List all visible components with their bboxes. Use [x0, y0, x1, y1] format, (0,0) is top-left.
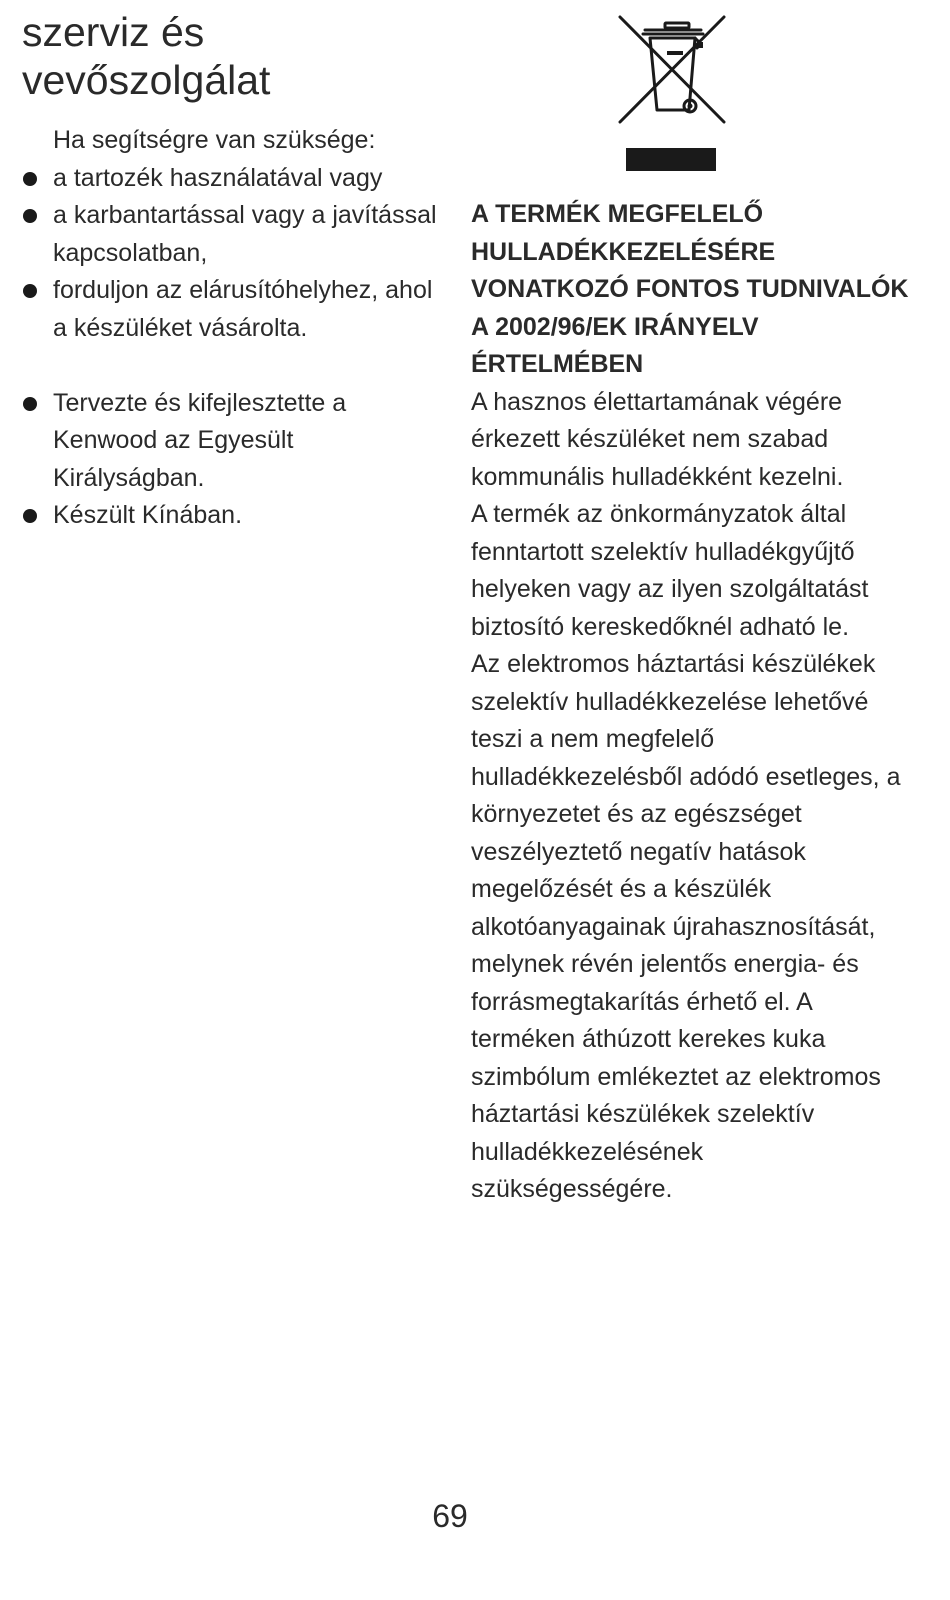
symbol-underline-bar [626, 148, 716, 171]
page-number: 69 [432, 1498, 468, 1534]
origin-list [22, 385, 442, 535]
origin-item: Készült Kínában. [22, 497, 442, 535]
help-intro: Ha segítségre van szüksége: [53, 126, 376, 154]
disposal-paragraph: A hasznos élettartamának végére érkezett készüléket nem szabad kommunális hulladékként kezelni. [471, 387, 844, 491]
section-title [22, 8, 442, 104]
origin-item: Tervezte és kifejlesztette a Kenwood az Egyesült Királyságban. [22, 385, 442, 498]
title-line-2: vevőszolgálat [22, 57, 271, 103]
list-spacer [22, 347, 442, 385]
service-section [22, 8, 442, 535]
crossed-out-wheelie-bin-icon [617, 14, 727, 126]
disposal-notice [471, 196, 911, 1209]
title-line-1: szerviz és [22, 9, 205, 55]
service-item: forduljon az elárusítóhelyhez, ahol a készüléket vásárolta. [22, 272, 442, 347]
disposal-heading: A TERMÉK MEGFELELŐ HULLADÉKKEZELÉSÉRE VONATKOZÓ FONTOS TUDNIVALÓK A 2002/96/EK IRÁNYELV ÉRTELMÉBEN [471, 200, 909, 378]
disposal-paragraph: Az elektromos háztartási készülékek szelektív hulladékkezelése lehetővé teszi a nem megfelelő hulladékkezelésből adódó esetleges, a környezetet és az egészséget veszélyeztető negatív hatások megelőzését és a készülék alkotóanyagainak újrahasznosítását, melynek révén jelentős energia- és forrásmegtakarítás érhető el. A terméken áthúzott kerekes kuka szimbólum emlékeztet az elektromos háztartási készülékek szelektív hulladékkezelésének szükségességére. [471, 650, 901, 1203]
disposal-paragraph: A termék az önkormányzatok által fenntartott szelektív hulladékgyűjtő helyeken vagy az ilyen szolgáltatást biztosító kereskedőknél adható le. [471, 500, 869, 641]
service-item: a karbantartással vagy a javítással kapcsolatban, [22, 197, 442, 272]
service-list [22, 160, 442, 348]
service-item: a tartozék használatával vagy [22, 160, 442, 198]
